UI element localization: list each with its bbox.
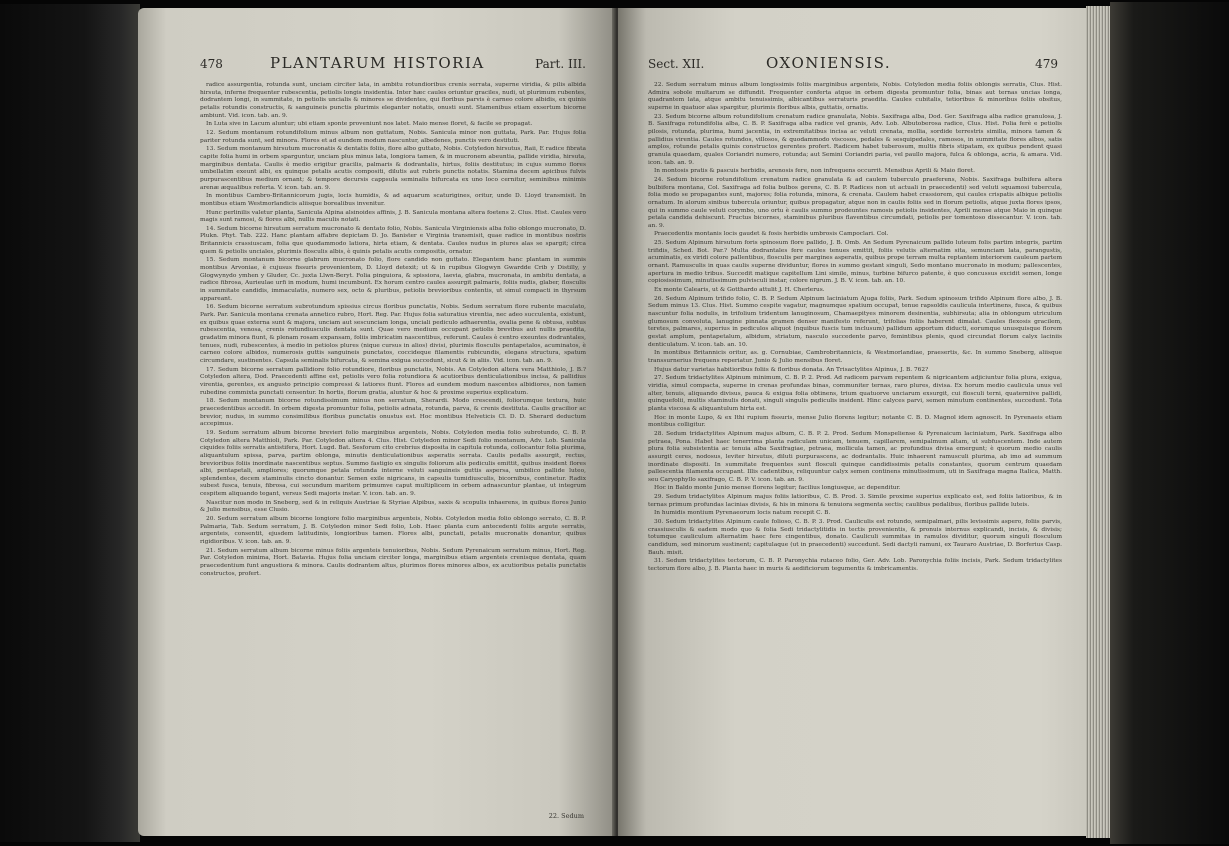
paragraph: 13. Sedum montanum hirsutum mucronatis & dentatis foliis, flore albo guttato, Nobis. Cotyledon hirsutus, Raii, E radice fibrata capite folia humi in orbem sparguntur, unciam plus minus lata, longiora tamen, & in mucronem abeuntia, pallide viridia, hirsuta, marginibus dentata. Caulis è medio erigitur gracilis, palmaris & dodrantalis, hirtus, foliis destitutus; in cujus summo flores umbellatim exeunt albi, ex quinque petalis acutis compositi, dilutis aut rubris punctis notatis. Stamina decem apicibus fulvis purpurascentibus medium ornant; & tempore decursis cappsula seminalis bifurcata ex uno loco cernitur, seminibus minimis arenæ æqualibus referta. V. icon. tab. an. 9. — [200, 146, 586, 191]
right-page — [618, 8, 1088, 836]
right-page-header — [618, 54, 1088, 78]
paragraph: Ex monte Calearis, ut & Gotthardo attulit J. H. Cherlerus. — [654, 287, 825, 294]
paragraph: 16. Sedum bicorne serratum subrotundum spissius circus floribus punctatis, Nobis. Sedum serratum flore rubente maculato, Park. Par. Sanicula montana crenata annetico rubro, Hort. Reg. Par. Hujus folia saturatius virentia, nec adeo succulenta, existunt, ex quibus quae externa sunt & majora, unciam aut sescunciam longa, unciali pediculo adhaerentia, ovalia pene & obtusa, subtus rubescentia, venosa, crenis rotundiusculis dentata sunt. Quae vero medium occupant petiolis brevibus aut nullis praedita, gradatim minora fiunt, & plenam rosam expansam, foliis imbricatim nascentibus, referunt. Caules è centro exeuntes dodrantales, tenues, nudi, rubescentes, à medio in petiolos plures (nique cursus in alios) divisi, plurimis flosculis pentapetalos, acuminatos, è carneo colore albidos, numerosis guttis sanguineis punctatos, coccideque filamentis rubicundis, elegans structura, spatum circumdare, sustinentes. Capsula seminalis bifurcata, & semina exigua succedunt, sicut & in aliis. Vid. icon. tab. an. 9. — [200, 304, 586, 364]
page-block-edge — [1086, 6, 1112, 838]
paragraph: 17. Sedum bicorne serratum pallidiore folio rotundiore, floribus punctatis, Nobis. An Cotyledon altera vera Matthiolo, J. B.? Cotyledon altera, Dod. Praecedenti affine est, petiolis vero folia rotundiora & acutioribus denticulationibus incisa, & pallidius virentia, gerentes, ex angusto principio compressi & latiores fiunt. Flores ad eundem modum nascentes albidiores, non tamen rubedine commixta punctati censentur. In hortis, florum gratia, aluntur & hoc & proxime superius explicatum. — [200, 366, 586, 396]
paragraph: Hoc in monte Lupo, & ex Ithi rupium fissuris, mense Julio florens legitur; notante C. B. D. Magnol idem agnoscit. In Pyrenaeis etiam montibus colligitur. — [648, 414, 1062, 429]
left-running-head: PLANTARUM HISTORIA — [270, 54, 485, 72]
paragraph: radice assurgentia, rotunda sunt, unciam circiter lata, in ambitu rotundioribus crenis serrata, superne viridia, & pilis albida hirsuta, inferne frequenter rubescentia, petiolis longis insidentia. Inter hæc caules oriuntur graciles, nudi, ut plurimum rubentes, dodrantem longi, in summitate, in petiolis uncialis & minores se dividentes, qui floribus parvis è carneo colore albidis, ex quinis petalis rotundis constructis, & sanguineis punctis plurimis eleganter notatis, onusti sunt. Stamenibus etiam exsertum bicorne ambiunt. Vid. icon. tab. an. 9. — [200, 82, 586, 119]
paragraph: 27. Sedum tridactylites Alpinum minimum, C. B. P. 2. Prod. Ad radicem parvam repentem & nigricantem adjiciuntur folia plura, exigua, viridia, simul compacta, superne in crenas profundas binas, communiter ternas, raro plures, divisa. Ex horum medio caulicula unus vel alter, tenuis, aliquando divisus, pauca & exigua folia obtinens, trium quatuorve unciarum exsurgit, cui flosculi terni, quaterniive pallidi, quinquefolii, multis staminulis donati, singuli singulis pediculis insident. Hinc calyces parvi, semen minutum continentes, succedunt. Tota planta viscosa & aliquantulum hirta est. — [648, 375, 1062, 412]
paragraph: 15. Sedum montanum bicorne glabrum mucronato folio, flore candido non guttato. Elegantem hanc plantam in summis montibus Arvoniae, è cujusus fissuris provenientem, D. Lloyd detexit; ut & in rupibus Glogwyn Gwardde Crib y Distilly, y Glogwynydo ymhen y Gluder, Cc. juxta Llwn-Beryt. Folia pinguiora, & spissiora, laevia, glabra, mucronata, in ambitu dentata, a radice fibrosa, Aurieulae urfi in modum, humi incumbunt. Ex horum centro caules assurgit palmaris, foliis nudis, glaber, flosculis in summitate candidis, immaculatis, numero sex, octo & pluribus, petiolis brevioribus contentis, ut simul compacti in thyrsum appareant. — [200, 257, 586, 302]
left-part-label: Part. III. — [535, 57, 586, 71]
right-cover-edge — [1110, 2, 1229, 844]
paragraph: 14. Sedum bicorne hirsutum serratum mucronato & dentato folio, Nobis. Sanicula Virginiensis alba folio oblongo mucronato, D. Plukn. Phyt. Tab. 222. Hanc plantam affabre depictam D. Jo. Banister e Virginia transmisit, quae radice in montibus nostris Britannicis crassiuscam, folia que quodammodo latiora, hirta etiam, & dentata. Caules nudus in plures alas se spargit; circa quem & petiolis unciales, plurimis flosculis albis, è quinis petalis acutis compositis, ornatur. — [200, 225, 586, 255]
paragraph: 30. Sedum tridactylites Alpinum caule folioso, C. B. P. 3. Prod. Cauliculis est rotundo, semipalmari, pilis levissimis aspero, foliis parvis, crassiusculis & eadem modo quo & folia Sedi tridactylitidis in tectis provenientis, & pronuis internus explicandi, incisis, & divisis; totumque cauliculum alternatim haec fere cingentibus, donato. Cauliculi summitas in ramulos dividitur, quorum singuli flosculum candidum, sed minorum sustinent; capitulaque (ut in praecedenti) succedunt. Sedi dactyli ramuni, ex Tauraro Austriae, D. Borferius Casp. Bauh. misit. — [648, 519, 1062, 556]
left-page-number: 478 — [200, 57, 223, 71]
paragraph: In humidis montium Pyrenaeorum locis natum recepit C. B. — [654, 510, 831, 517]
right-text-column — [648, 82, 1062, 822]
paragraph: In Luta sive in Lacum aluntur; ubi etiam sponte proveniunt nos latet. Maio mense floret, & facile se propagat. — [206, 121, 533, 128]
paragraph: In montibus Britannicis oritur, as. g. Cornubiae, Cambrobritannicis, & Westmorlandiae, praesertis, &c. In summo Sneberg, aliisque transsurnerius frequens reperiatur. Junio & Julio mensibus floret. — [648, 350, 1062, 364]
paragraph: Hoc in Baldo monte Junio mense florens legitur; facilius longiusque, ac dependitur. — [654, 485, 901, 492]
paragraph: 28. Sedum tridactylites Alpinum majus album, C. B. P. 2. Prod. Sedum Monspeliense & Pyrenaicum laciniatum, Park. Saxifraga albo petraea, Pona. Habet haec tenerrima planta radiculam unicam, tenuem, capillarem, semipalmum altam, ut subfuscentem. Inde autem plura folia subsistentia ac tenuia alba Saxifragiae, petraea, mollicula tamen, ac profundius divisa emergunt; è quorum medio caulis assurgit ceres, nodosus, leviter hirsutus, diluti purpurascens, ac dodrantalis. Huic inhaerent ramusculi plurima, ab imo ad summum inordinate dispositi. In summitate frequentes sunt flosculi quinque candidissimis petalis constantes, quorum centrum quaedam pallescentia filamenta occupant. Illis cadentibus, reliquuntur calyx semen continens minutissimum, uti in Saxifraga magna Italica, Matth. seu Caryophyllo saxifrago, C. B. P. V. icon. tab. an. 9. — [648, 430, 1062, 483]
paragraph: Hunc perlinilis valetur planta, Sanicula Alpina alsinoides affinis, J. B. Sanicula montana altera foetens 2. Clus. Hist. Caules vero magis sunt ramosi, & flores albi, nullis maculis notati. — [200, 209, 586, 224]
paragraph: 24. Sedum bicorne rotundifolium crenatum radice granulata & ad caulem tuberculo praeferens, Nobis. Saxifraga bulbifera altera bulbifera montana, Col. Saxifraga ad folia bulbos gerens, C. B. P. Radices non ut actuali in praecedenti) sed veluti squamosi tubercula, folia modo se propagantes sunt, majores; folia rotunda, minora, & crenata. Caulem habet crassiorem, qui caules crispatis albique petiolis ornatum. In alorum sinibus tubercula oriuntur, quibus propagatur, atque non in caulis foliis sed in florum petiolis, atque juxta flores ipsos, qui in summo caule veluti corymbo, uno ortu è caulis summo prodeuntes ramosis petiolis insidentes, Aprili mense atque Maio in quinque petala candida dehiscunt. Fructus bicornes, staminibus pluribus flaventibus circumdati, petiolis per tomentoso dissecantur. V. icon. tab. an. 9. — [648, 176, 1062, 229]
paragraph: In montosis pratis & pascuis herbidis, arenosis fere, non infrequens occurrit. Mensibus Aprili & Maio floret. — [654, 168, 975, 175]
paragraph: 20. Sedum serratum album bicorne longiore folio marginibus argenteis, Nobis. Cotyledon media folio oblongo serrato, C. B. P. Palmaria, Tab. Sedum serratum, J. B. Cotyledon minor Sedi folio, Lob. Haec planta cum antecedenti foliis argute serratis, argenteis, consentit, ejusdem latitudinis, longioribus tamen. Flores albi, punctati, petalis mucronatis donantur, quibus rigidioribus. V. icon. tab. an. 9. — [200, 516, 586, 546]
paragraph: 22. Sedum serratum minus album longissimis foliis marginibus argenteis, Nobis. Cotyledon media foliis oblongis serratis, Clus. Hist. Admira sobole multarum se diffundit. Frequenter conferta atque in orbem digesta promuntur folia, binas aut ternas uncias longa, quadrantem lata, atque ambitu tenuissimis, albicantibus serraturis praedita. Caules cubitalis, tetioribus & minoribus foliis obsitus, superne in quatuor alas spargitur, plurimis floribus albis, guttatis, ornatis. — [648, 82, 1062, 111]
paragraph: 12. Sedum montanum rotundifolium minus album non guttatum, Nobis. Sanicula minor non guttata, Park. Par. Hujus folia pariter rotunda sunt, sed minora. Flores et ad eundem modum nascuntur, albedenes, punctis vero destituti. — [200, 129, 586, 144]
paragraph: 31. Sedum tridactylites tectorum, C. B. P. Paronychia rutaceo folio, Ger. Adv. Lob. Paronychia foliis incisis, Park. Sedum tridactylites tectorum flore albo, J. B. Planta haec in muris & aedificiorum tegumentis & imbricamentis. — [648, 558, 1062, 573]
left-cover-edge — [0, 4, 140, 842]
paragraph: In montibus Cambro-Britannicorum jugis, locis humidis, & ad aquarum scaturigines, oritur, unde D. Lloyd transmisit. In montibus etiam Westmorlandicis aliisque borealibus invenitur. — [200, 193, 586, 207]
paragraph: 23. Sedum bicorne album rotundifolium crenatum radice granulata, Nobis. Saxifraga alba, Dod. Ger. Saxifraga alba radice granulosa, J. B. Saxifraga rotundifolia alba, C. B. P. Saxifraga alba radice vel granis, Adv. Lob. Albutoberosa radice, Clus. Hist. Folia ferè e petiolis pilosis, rotunda, plurima, humi jacentia, in extremitatibus incisa ac veluti crenata, mollia, sordide terrestris similia, minora tamen & pallidius virentia. Caules rotundos, villosos, & quodammodo viscosos, pedales & sesquipedales, ramosos, in summitate flores albos, satis amplos, rotunde petalis quinis constructos gerentes profert. Radicem habet tuberosum, multis fibris stipatam, ex quibus pendent quasi granula quaedam, quales Coriandri numero, rotunda; aut Semini Coriandri paria, vel paullo majora, fulca & oblonga, acria, & amara. Vid. icon. tab. an. 9. — [648, 113, 1062, 166]
right-page-number: 479 — [1035, 57, 1058, 71]
right-section-label: Sect. XII. — [648, 57, 705, 71]
left-text-column — [200, 82, 586, 822]
paragraph: 21. Sedum serratum album bicorne minus foliis argenteis tenuioribus, Nobis. Sedum Pyrenaicum serratum minus, Hort. Reg. Par. Cotyledon minima, Hort. Batavia. Hujus folia unciam circiter longa, marginibus etiam argenteis crenisque dentata, quam praecedentium funt angustiora & minora. Caulis dodrantem altus, plurimos flores minores albos, ex acutioribus petalis punctatis constructos, profert. — [200, 547, 586, 577]
paragraph: Hujus datur varietas habitioribus foliis & floribus donata. An Trisactylites Alpinus, J. B. 762? — [654, 366, 929, 373]
paragraph: Praecedentis montanis locis gaudet & fosis herbidis umbrosis Campoclari. Col. — [654, 231, 889, 238]
paragraph: 29. Sedum tridactylites Alpinum majus foliis latioribus, C. B. Prod. 3. Simile proxime superius explicato est, sed foliis latioribus, & in ternas primum profundas lacinias divisis, & his in minora & tenuiora segmenta sectis; caulibus pedalibus, floribus pallide luteis. — [648, 494, 1062, 508]
left-page — [138, 8, 616, 836]
paragraph: 26. Sedum Alpinum trifido folio, C. B. P. Sedum Alpinum laciniatum Ajuga foliis, Park. Sedum spinosum trifido Alpinum flore albo, J. B. Sedum minus 13. Clus. Hist. Summo cespite vagatur, magnumque spatium occupat, tenue rapsoldis caulicula intertinens, fusca, & quibus nascuntur folia nodulis, in trifolium tridentum lanuginosum, Chamaepityes minorem desinentia, subhirsuta; alia in oblongum utriculum glumosum convoluta, lanugine pinnata gramen denser manifesto referunt, trifolias foliis haberent dimalat. Caules flexosis gracilem, teretes, palmares, superius in pediculos aliquot (nquibus fuscis tum inclusum) pallidum apportum diducti, eorumque unusquisque florem gestat amplum, pentapetalum, albidum, striatum, nasculo succedente parvo, femintibus plenis, quod circundat florum calyx laciniis denticulatum. V. icon. tab. an. 10. — [648, 295, 1062, 348]
right-running-head: OXONIENSIS. — [766, 54, 892, 72]
catchword: 22. Sedum — [548, 812, 584, 820]
paragraph: 18. Sedum montanum bicorne rotundissimum minus non serratum, Sherardi. Modo crescendi, foliorumque textura, huic praecedentibus accedit. In orbem digesta promuntur folia, petiolis adnata, rotunda, parva, & crenis destituta. Caulis gracilior ac brevior, nudus, in summo consimilibus floribus punctatis onustus est. Hoc montibus Helveticis Cl. D. D. Sherard deductum accepimus. — [200, 398, 586, 428]
paragraph: Nascitur non modo in Sneberg, sed & in reliquis Austriae & Styriae Alpibus, saxis & scopulis inhaerens, in quibus flores Junio & Julio mensibus, esse Clusio. — [200, 499, 586, 514]
paragraph: 25. Sedum Alpinum hirsutum foris spinosum flore pallido, J. B. Omb. An Sedum Pyrenaicum pallido luteum folis partim integris, partim trifidis, Sched. Bot. Par.? Multa dodrantales fere caules tenues emittit, foliis velutis alternatim sita, semunciam lata, parangustis, acuminatis, ex viridi colore pallentibus, flosculis per margines asperatis, quibus prope terram multa reptantem interiorem cauleum partem ornant. Ramusculis in quas caulis superne dividuntur, flores in summo gestant singuli, Sedo montano mucronato in modum; pallescentes, apertura in medio tribus. Succedit matique capitellum Lini simile, minus, turbine bifurco patente, è quo concussus excidit semen, longe copiosissimum, minutissimum pulvisculi instar, colore nigrum. J. B. V. icon. tab. an. 10. — [648, 240, 1062, 285]
paragraph: 19. Sedum serratum album bicorne brevieri folio marginibus argenteis, Nobis. Cotyledon media folio subrotundo, C. B. P. Cotyledon altera Matthioli, Park. Par. Cotyledon altera 4. Clus. Hist. Cotyledon minor Sedi folio montanum, Adv. Lob. Sanicula ciquides foliis serratis antistifera, Hort. Lugd. Bat. Sesforum cito crebrius disposita in capitula rotunda, collocantur folia plurima, aliquantulum spissa, parva, partim oblonga, minutis denticulationibus asperatis serrata. Caulis pedalis assurgit, rectus, brevioribus foliis inordinate nascentibus septus. Summo fastigio ex singulis foliorum alis pediculis emittit, quibus insident flores albi, pentapetali, ampliores; quorumque petala rotunda interne veluti sanguineis guttis aspersa, umbilico pallide luteo, splendentes, decem staminulis cincto donantur. Semen exile nigricans, in capsulis tumidiusculis, bicornibus, continetur. Radix subest fusca, tenuis, fibrosa, cui secundum maritem primumve caput multiplicem in orbem adnascuntur plantae, ut integrum cespitem aliquando tegant, versus Sedi majoris instar. V. icon. tab. an. 9. — [200, 429, 586, 498]
left-page-header — [138, 54, 616, 78]
